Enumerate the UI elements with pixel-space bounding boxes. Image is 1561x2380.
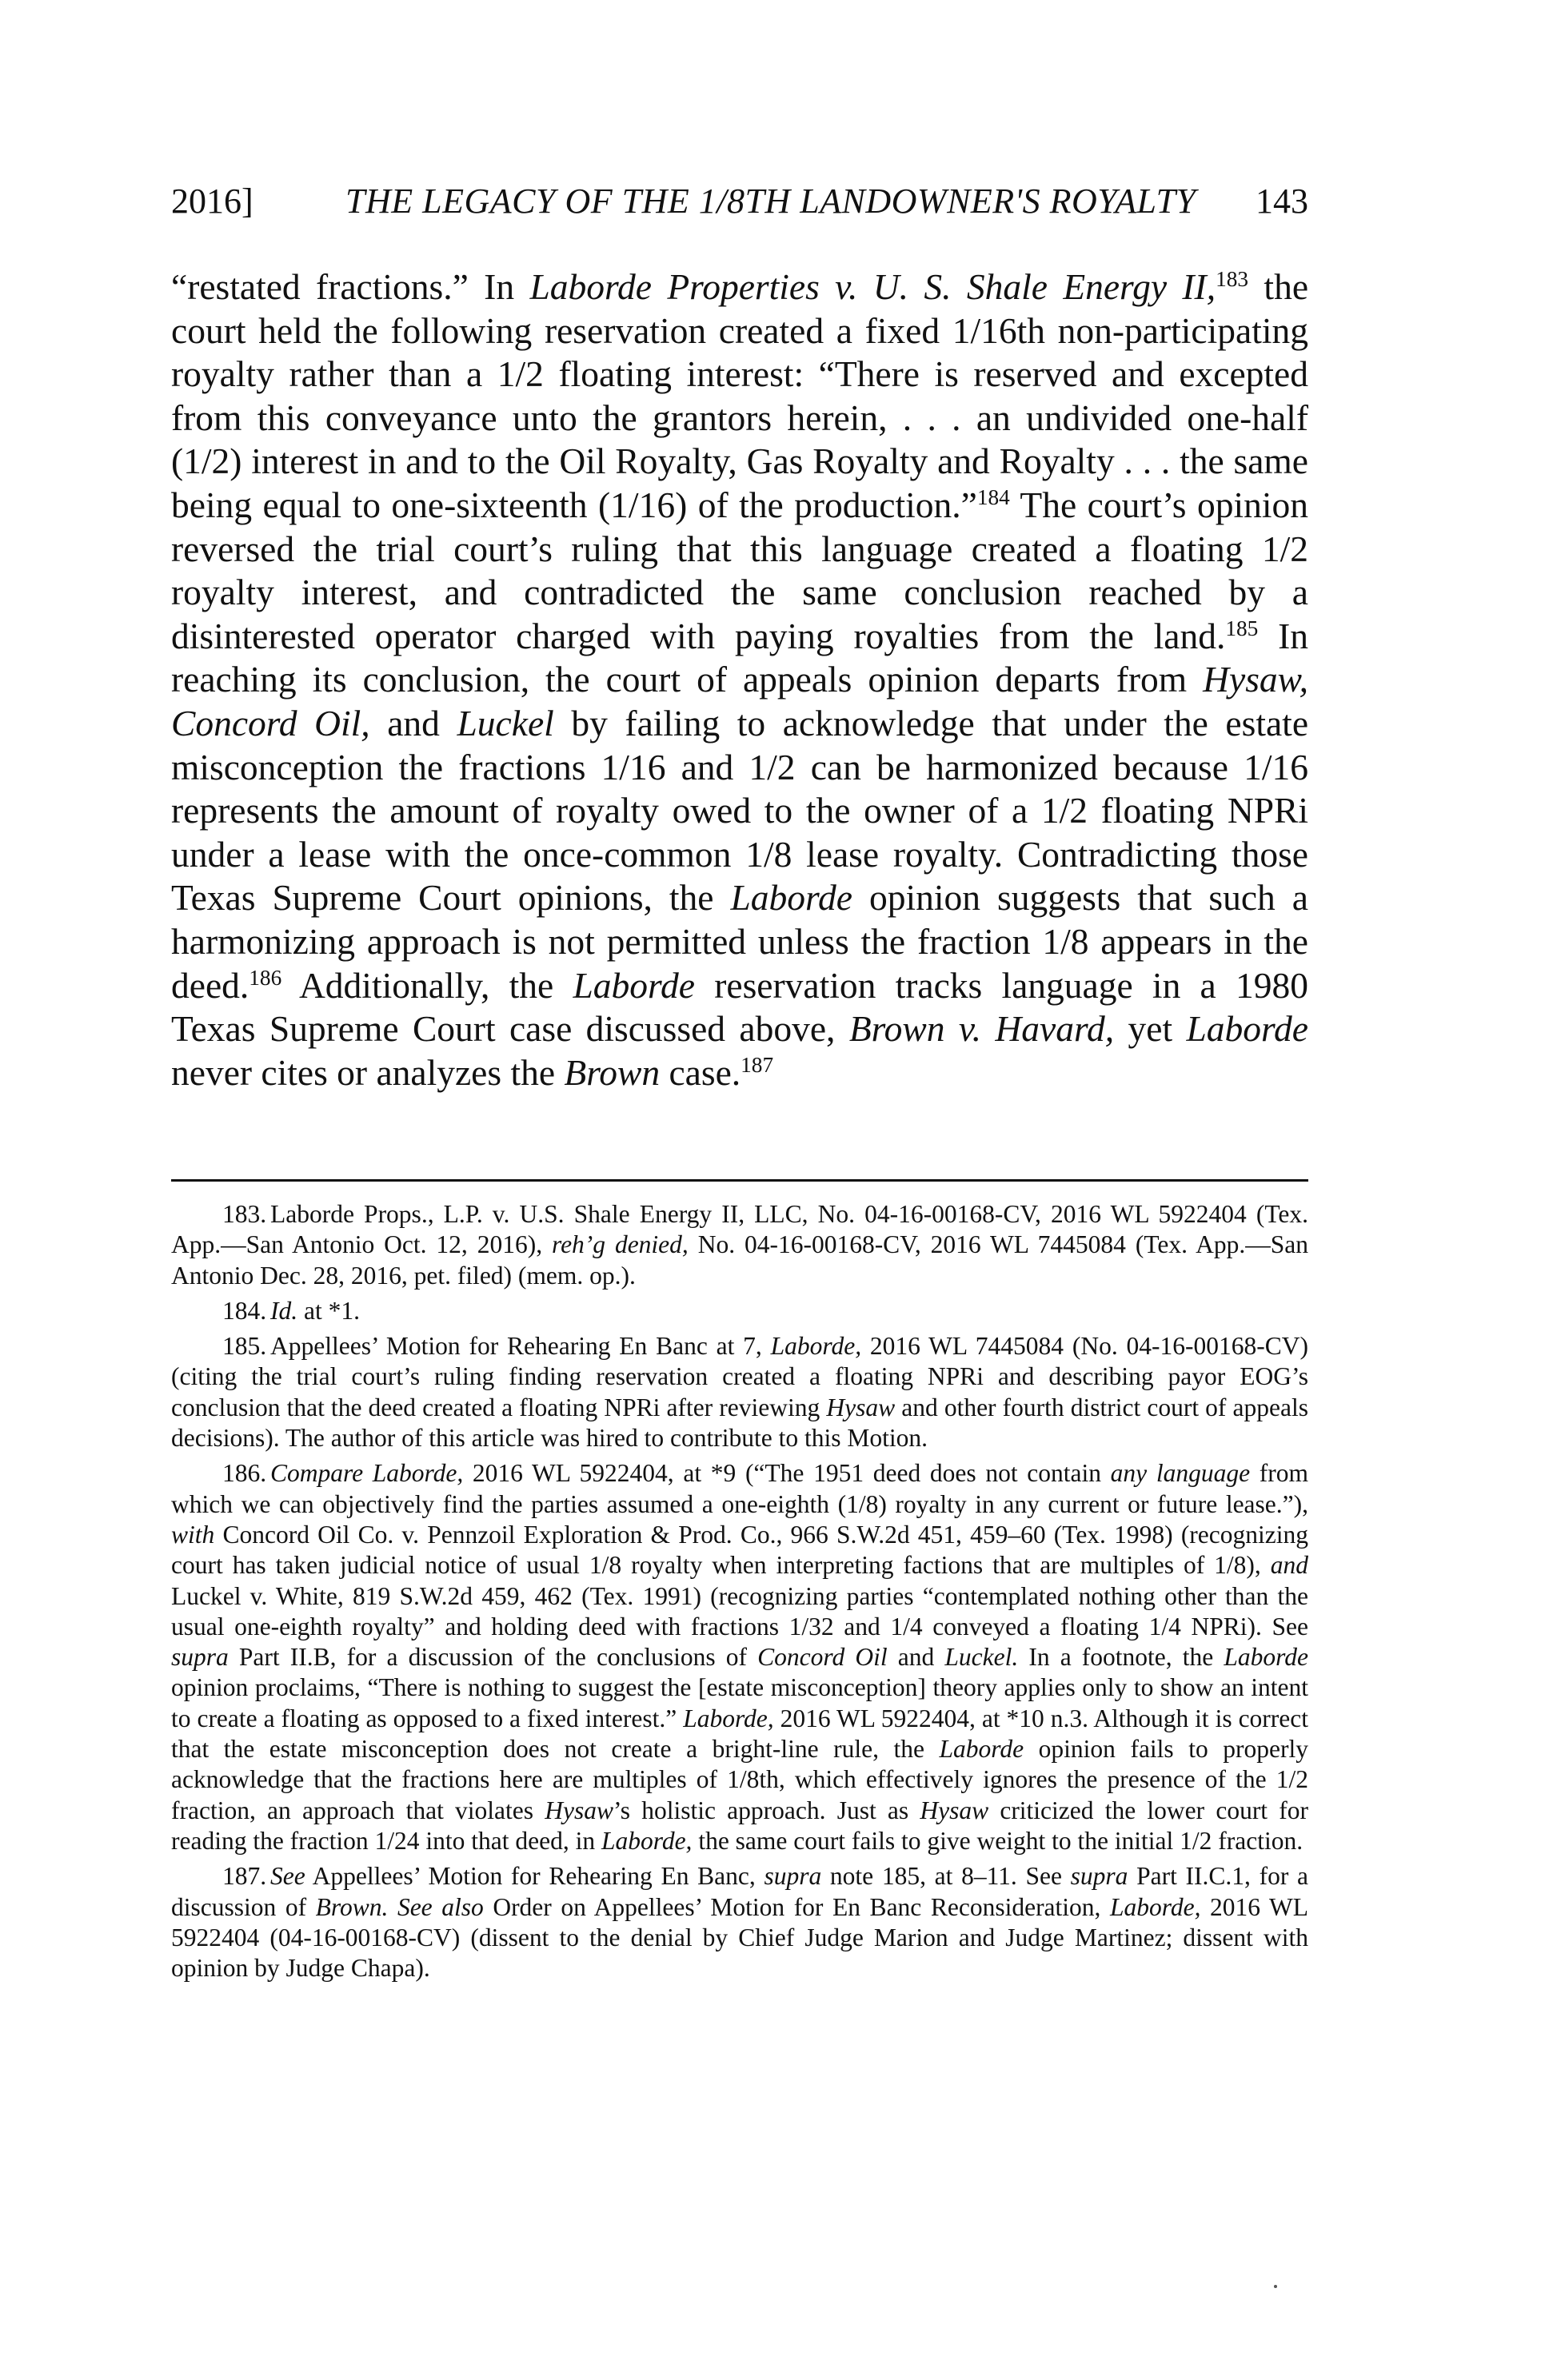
italic-text: Hysaw — [920, 1796, 989, 1824]
text-run: opinion proclaims, “There is nothing to suggest the [estate misconception] theory applies only to show an intent to create a floating as opposed to a fixed interest.” — [171, 1673, 1308, 1732]
text-run: Additionally, the — [281, 964, 573, 1006]
italic-text: Laborde — [1186, 1008, 1308, 1050]
text-run: criticized the lower court for reading the fraction 1/24 into that deed, in — [171, 1796, 1308, 1855]
italic-text: Laborde Properties v. U. S. Shale Energy II, — [529, 266, 1216, 307]
text-run: and — [369, 702, 457, 744]
footnote-reference[interactable]: 187 — [741, 1052, 774, 1077]
text-run: Concord Oil Co. v. Pennzoil Exploration & Prod. Co., 966 S.W.2d 451, 459–60 (Tex. 1998) (recognizing court has taken judicial notice of usual 1/8 royalty when interpreting factions that are multiples of 1/8), — [171, 1520, 1308, 1580]
text-run: 2016 WL 5922404, at *9 (“The 1951 deed does not contain — [463, 1459, 1111, 1488]
text-run: Appellees’ Motion for Rehearing En Banc, — [305, 1862, 765, 1891]
text-run: The court’s opinion reversed the trial court’s ruling that this language created a floating 1/2 royalty interest, and contradicted the same conclusion reached by a disinterested operator charged with paying royalties from the land. — [171, 484, 1308, 656]
italic-text: Laborde — [573, 964, 695, 1006]
text-run: Luckel v. White, 819 S.W.2d 459, 462 (Tex. 1991) (recognizing parties “contemplated nothing other than the usual one-eighth royalty” and holding deed with fractions 1/32 and 1/4 conveyed a floating 1/4 NPRi). See — [171, 1581, 1308, 1640]
text-run: reservation tracks language in a 1980 Texas Supreme Court case discussed above, — [171, 964, 1308, 1050]
italic-text: any language — [1110, 1459, 1251, 1488]
italic-text: Brown v. Havard, — [848, 1008, 1115, 1050]
body-paragraph — [171, 265, 1308, 1094]
footnote-number: 186. — [222, 1459, 267, 1488]
footnote — [171, 1458, 1308, 1856]
text-run: at *1. — [297, 1296, 360, 1325]
footnote — [171, 1199, 1308, 1291]
italic-text: Compare Laborde, — [270, 1459, 464, 1488]
italic-text: Brown — [564, 1051, 661, 1093]
text-run: Laborde Props., L.P. v. U.S. Shale Energy II, LLC, No. 04-16-00168-CV, 2016 WL 5922404 (Tex. App.—San Antonio Oct. 12, 2016), — [171, 1200, 1308, 1259]
text-run: In reaching its conclusion, the court of appeals opinion departs from — [171, 615, 1308, 700]
footnote-reference[interactable]: 183 — [1216, 266, 1249, 291]
italic-text: Laborde — [1224, 1643, 1308, 1672]
italic-text: Luckel. — [944, 1643, 1019, 1672]
italic-text: supra — [764, 1862, 822, 1891]
text-run: and — [887, 1643, 945, 1672]
text-run: 2016 WL 5922404 (04-16-00168-CV) (dissent to the denial by Chief Judge Marion and Judge Martinez; dissent with opinion by Judge Chapa). — [171, 1892, 1308, 1983]
italic-text: supra — [171, 1643, 229, 1672]
footnote-number: 184. — [222, 1296, 267, 1325]
footnote-reference[interactable]: 185 — [1225, 616, 1259, 640]
scan-speck — [1274, 2285, 1277, 2288]
italic-text: Hysaw — [545, 1796, 613, 1824]
text-run: opinion suggests that such a harmonizing approach is not permitted unless the fraction 1/8 appears in the deed. — [171, 877, 1308, 1006]
text-run: from which we can objectively find the parties assumed a one-eighth (1/8) royalty in any current or future lease.”), — [171, 1459, 1308, 1518]
text-run: “restated fractions.” In — [171, 266, 530, 307]
running-head-title: THE LEGACY OF THE 1/8TH LANDOWNER'S ROYALTY — [345, 181, 1196, 221]
italic-text: Laborde, — [1109, 1892, 1201, 1921]
italic-text: See — [270, 1862, 305, 1891]
text-run: the court held the following reservation created a fixed 1/16th non-participating royalty rather than a 1/2 floating interest: “There is reserved and excepted from this conveyance unto the grantors herein, . . . an undivided one-half (1/2) interest in and to the Oil Royalty, Gas Royalty and Royalty . . . the same being equal to one-sixteenth (1/16) of the production.” — [171, 266, 1309, 525]
text-run: by failing to acknowledge that under the estate misconception the fractions 1/16 and 1/2 can be harmonized because 1/16 represents the amount of royalty owed to the owner of a 1/2 floating NPRi under a lease with the once-common 1/8 lease royalty. Contradicting those Texas Supreme Court opinions, the — [171, 702, 1309, 919]
footnote — [171, 1331, 1308, 1453]
italic-text: Id. — [270, 1296, 298, 1325]
text-run: opinion fails to properly acknowledge that the fractions here are multiples of 1/8th, which effectively ignores the presence of the 1/2 fraction, an approach that violates — [171, 1735, 1308, 1824]
text-run: No. 04-16-00168-CV, 2016 WL 7445084 (Tex. App.—San Antonio Dec. 28, 2016, pet. filed) (mem. op.). — [171, 1230, 1309, 1290]
italic-text: supra — [1070, 1862, 1128, 1891]
footnotes-section — [171, 1199, 1308, 1988]
italic-text: Concord Oil — [757, 1643, 888, 1672]
text-run: 2016 WL 5922404, at *10 n.3. Although it is correct that the estate misconception does not create a bright-line rule, the — [171, 1704, 1308, 1764]
italic-text: Laborde — [939, 1735, 1024, 1764]
italic-text: with — [171, 1520, 215, 1549]
text-run: yet — [1114, 1008, 1187, 1050]
footnote — [171, 1296, 1308, 1326]
text-run: and other fourth district court of appeals decisions). The author of this article was hired to contribute to this Motion. — [171, 1393, 1308, 1453]
page-number: 143 — [1256, 181, 1308, 221]
text-run: ’s holistic approach. Just as — [613, 1796, 920, 1824]
footnote-number: 183. — [222, 1200, 267, 1228]
text-run: note 185, at 8–11. See — [821, 1862, 1071, 1891]
running-head-year: 2016] — [171, 181, 254, 221]
italic-text: Brown. See also — [315, 1892, 484, 1921]
text-run: the same court fails to give weight to the initial 1/2 fraction. — [692, 1826, 1303, 1855]
italic-text: reh’g denied, — [551, 1230, 689, 1259]
italic-text: Luckel — [457, 702, 554, 744]
footnote-reference[interactable]: 186 — [249, 965, 282, 990]
text-run: case. — [660, 1051, 741, 1093]
text-run: Part II.C.1, for a discussion of — [171, 1862, 1308, 1921]
italic-text: Laborde, — [601, 1826, 693, 1855]
footnote-number: 187. — [222, 1862, 267, 1891]
footnote — [171, 1861, 1308, 1983]
text-run: 2016 WL 7445084 (No. 04-16-00168-CV) (citing the trial court’s ruling finding reservation created a floating NPRi and describing payor EOG’s conclusion that the deed created a floating NPRi after reviewing — [171, 1332, 1308, 1421]
italic-text: and — [1270, 1551, 1308, 1580]
italic-text: Laborde, — [770, 1332, 862, 1361]
italic-text: Hysaw — [826, 1393, 896, 1421]
italic-text: Hysaw, Concord Oil, — [171, 659, 1308, 744]
italic-text: Laborde, — [683, 1704, 774, 1732]
text-run: Part II.B, for a discussion of the conclusions of — [228, 1643, 758, 1672]
footnote-number: 185. — [222, 1332, 267, 1361]
text-run: Appellees’ Motion for Rehearing En Banc at 7, — [270, 1332, 771, 1361]
text-run: In a footnote, the — [1018, 1643, 1224, 1672]
italic-text: Laborde — [730, 877, 852, 919]
running-head — [171, 177, 1308, 225]
footnote-reference[interactable]: 184 — [976, 484, 1010, 509]
text-run: never cites or analyzes the — [171, 1051, 565, 1093]
text-run: Order on Appellees’ Motion for En Banc Reconsideration, — [483, 1892, 1110, 1921]
footnote-divider — [171, 1179, 1308, 1182]
